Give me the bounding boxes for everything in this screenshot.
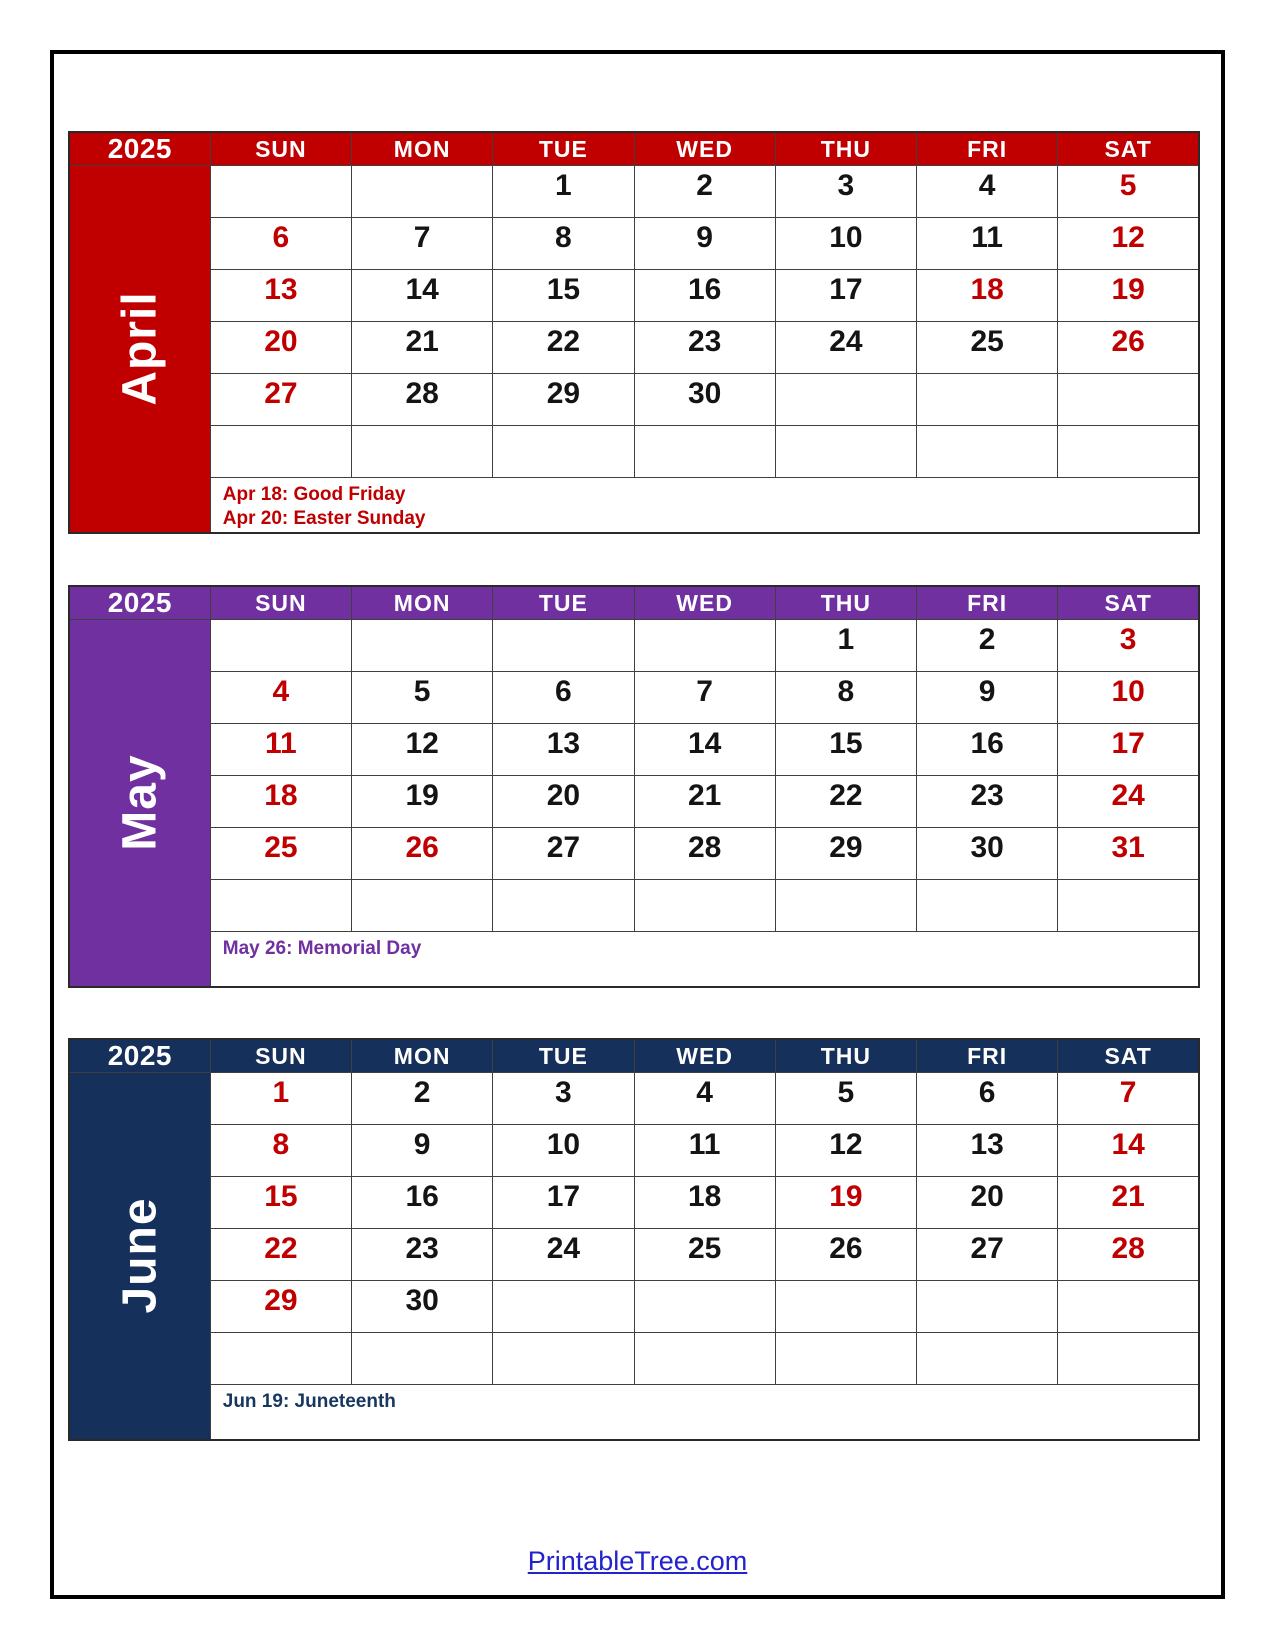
june-header-row xyxy=(69,1039,1199,1073)
day-cell-31: 31 xyxy=(1058,828,1199,880)
day-cell-20: 20 xyxy=(917,1177,1058,1229)
day-header-sat: SAT xyxy=(1058,586,1199,620)
day-header-thu: THU xyxy=(775,1039,916,1073)
empty-day-cell xyxy=(352,1333,493,1385)
may-week-row xyxy=(69,880,1199,932)
day-cell-18: 18 xyxy=(917,270,1058,322)
day-cell-16: 16 xyxy=(352,1177,493,1229)
day-cell-29: 29 xyxy=(775,828,916,880)
day-cell-5: 5 xyxy=(775,1073,916,1125)
holiday-notes xyxy=(210,1385,1199,1440)
empty-day-cell xyxy=(493,1281,634,1333)
day-cell-8: 8 xyxy=(210,1125,351,1177)
empty-day-cell xyxy=(210,166,351,218)
day-cell-5: 5 xyxy=(1058,166,1199,218)
empty-day-cell xyxy=(210,426,351,478)
empty-day-cell xyxy=(917,1333,1058,1385)
day-cell-7: 7 xyxy=(1058,1073,1199,1125)
empty-day-cell xyxy=(775,1333,916,1385)
april-week-row xyxy=(69,166,1199,218)
day-cell-3: 3 xyxy=(1058,620,1199,672)
day-header-thu: THU xyxy=(775,586,916,620)
may-calendar-table xyxy=(68,585,1200,988)
month-april xyxy=(68,131,1200,534)
day-cell-23: 23 xyxy=(917,776,1058,828)
day-cell-12: 12 xyxy=(775,1125,916,1177)
day-cell-22: 22 xyxy=(775,776,916,828)
day-cell-4: 4 xyxy=(210,672,351,724)
day-cell-21: 21 xyxy=(1058,1177,1199,1229)
june-week-row xyxy=(69,1333,1199,1385)
day-cell-21: 21 xyxy=(352,322,493,374)
day-cell-6: 6 xyxy=(493,672,634,724)
day-cell-2: 2 xyxy=(352,1073,493,1125)
day-cell-7: 7 xyxy=(352,218,493,270)
empty-day-cell xyxy=(1058,880,1199,932)
empty-day-cell xyxy=(917,1281,1058,1333)
empty-day-cell xyxy=(493,880,634,932)
day-cell-26: 26 xyxy=(1058,322,1199,374)
day-cell-25: 25 xyxy=(634,1229,775,1281)
day-cell-25: 25 xyxy=(210,828,351,880)
year-label: 2025 xyxy=(69,132,210,166)
day-cell-23: 23 xyxy=(352,1229,493,1281)
day-cell-3: 3 xyxy=(493,1073,634,1125)
day-header-tue: TUE xyxy=(493,132,634,166)
june-week-row xyxy=(69,1125,1199,1177)
day-header-sun: SUN xyxy=(210,586,351,620)
june-calendar-table xyxy=(68,1038,1200,1441)
june-week-row xyxy=(69,1073,1199,1125)
april-week-row xyxy=(69,426,1199,478)
day-header-sun: SUN xyxy=(210,1039,351,1073)
day-cell-26: 26 xyxy=(775,1229,916,1281)
may-week-row xyxy=(69,828,1199,880)
empty-day-cell xyxy=(634,426,775,478)
day-cell-17: 17 xyxy=(775,270,916,322)
day-cell-27: 27 xyxy=(917,1229,1058,1281)
day-cell-24: 24 xyxy=(493,1229,634,1281)
day-cell-28: 28 xyxy=(634,828,775,880)
day-cell-10: 10 xyxy=(1058,672,1199,724)
day-header-mon: MON xyxy=(352,1039,493,1073)
empty-day-cell xyxy=(775,374,916,426)
day-cell-20: 20 xyxy=(493,776,634,828)
day-cell-15: 15 xyxy=(493,270,634,322)
day-cell-2: 2 xyxy=(634,166,775,218)
empty-day-cell xyxy=(775,426,916,478)
day-cell-12: 12 xyxy=(1058,218,1199,270)
day-header-sat: SAT xyxy=(1058,132,1199,166)
day-cell-28: 28 xyxy=(352,374,493,426)
day-cell-7: 7 xyxy=(634,672,775,724)
empty-day-cell xyxy=(210,1333,351,1385)
day-cell-14: 14 xyxy=(1058,1125,1199,1177)
day-cell-23: 23 xyxy=(634,322,775,374)
day-cell-11: 11 xyxy=(634,1125,775,1177)
day-cell-27: 27 xyxy=(210,374,351,426)
month-may xyxy=(68,585,1200,988)
may-week-row xyxy=(69,672,1199,724)
day-header-thu: THU xyxy=(775,132,916,166)
day-cell-24: 24 xyxy=(1058,776,1199,828)
day-cell-27: 27 xyxy=(493,828,634,880)
april-week-row xyxy=(69,270,1199,322)
empty-day-cell xyxy=(634,1333,775,1385)
day-cell-9: 9 xyxy=(634,218,775,270)
day-cell-15: 15 xyxy=(775,724,916,776)
day-cell-25: 25 xyxy=(917,322,1058,374)
june-footer-row xyxy=(69,1385,1199,1440)
empty-day-cell xyxy=(210,880,351,932)
day-cell-14: 14 xyxy=(352,270,493,322)
day-cell-8: 8 xyxy=(493,218,634,270)
day-cell-11: 11 xyxy=(210,724,351,776)
day-cell-29: 29 xyxy=(493,374,634,426)
day-header-tue: TUE xyxy=(493,586,634,620)
empty-day-cell xyxy=(917,880,1058,932)
month-sidebar xyxy=(69,166,210,533)
day-cell-28: 28 xyxy=(1058,1229,1199,1281)
empty-day-cell xyxy=(493,1333,634,1385)
empty-day-cell xyxy=(775,1281,916,1333)
day-header-tue: TUE xyxy=(493,1039,634,1073)
day-cell-22: 22 xyxy=(210,1229,351,1281)
day-cell-21: 21 xyxy=(634,776,775,828)
empty-day-cell xyxy=(493,426,634,478)
may-week-row xyxy=(69,776,1199,828)
day-cell-30: 30 xyxy=(352,1281,493,1333)
day-cell-16: 16 xyxy=(917,724,1058,776)
april-week-row xyxy=(69,374,1199,426)
day-cell-24: 24 xyxy=(775,322,916,374)
month-name-label: May xyxy=(113,754,167,851)
empty-day-cell xyxy=(775,880,916,932)
empty-day-cell xyxy=(634,620,775,672)
day-cell-26: 26 xyxy=(352,828,493,880)
day-cell-19: 19 xyxy=(775,1177,916,1229)
day-cell-10: 10 xyxy=(775,218,916,270)
day-cell-9: 9 xyxy=(352,1125,493,1177)
site-link[interactable]: PrintableTree.com xyxy=(527,1546,748,1576)
day-header-sat: SAT xyxy=(1058,1039,1199,1073)
day-cell-17: 17 xyxy=(1058,724,1199,776)
day-cell-6: 6 xyxy=(210,218,351,270)
holiday-note: Apr 20: Easter Sunday xyxy=(222,507,426,529)
day-cell-19: 19 xyxy=(1058,270,1199,322)
empty-day-cell xyxy=(634,880,775,932)
day-cell-19: 19 xyxy=(352,776,493,828)
empty-day-cell xyxy=(917,374,1058,426)
day-header-fri: FRI xyxy=(917,132,1058,166)
empty-day-cell xyxy=(1058,1333,1199,1385)
day-cell-4: 4 xyxy=(917,166,1058,218)
day-cell-1: 1 xyxy=(775,620,916,672)
holiday-note: Jun 19: Juneteenth xyxy=(222,1391,396,1412)
day-cell-8: 8 xyxy=(775,672,916,724)
day-cell-30: 30 xyxy=(634,374,775,426)
june-week-row xyxy=(69,1229,1199,1281)
day-cell-1: 1 xyxy=(493,166,634,218)
april-week-row xyxy=(69,322,1199,374)
day-cell-2: 2 xyxy=(917,620,1058,672)
june-week-row xyxy=(69,1281,1199,1333)
day-cell-29: 29 xyxy=(210,1281,351,1333)
day-header-mon: MON xyxy=(352,132,493,166)
day-cell-14: 14 xyxy=(634,724,775,776)
day-header-sun: SUN xyxy=(210,132,351,166)
april-week-row xyxy=(69,218,1199,270)
empty-day-cell xyxy=(210,620,351,672)
day-cell-13: 13 xyxy=(210,270,351,322)
day-cell-16: 16 xyxy=(634,270,775,322)
day-cell-13: 13 xyxy=(493,724,634,776)
empty-day-cell xyxy=(1058,374,1199,426)
day-cell-3: 3 xyxy=(775,166,916,218)
empty-day-cell xyxy=(352,426,493,478)
empty-day-cell xyxy=(1058,1281,1199,1333)
day-header-mon: MON xyxy=(352,586,493,620)
day-cell-15: 15 xyxy=(210,1177,351,1229)
empty-day-cell xyxy=(352,620,493,672)
day-cell-5: 5 xyxy=(352,672,493,724)
day-cell-18: 18 xyxy=(634,1177,775,1229)
year-label: 2025 xyxy=(69,586,210,620)
month-name-label: June xyxy=(113,1197,167,1314)
june-week-row xyxy=(69,1177,1199,1229)
april-footer-row xyxy=(69,478,1199,533)
april-header-row xyxy=(69,132,1199,166)
day-cell-17: 17 xyxy=(493,1177,634,1229)
empty-day-cell xyxy=(352,880,493,932)
month-june xyxy=(68,1038,1200,1441)
day-cell-6: 6 xyxy=(917,1073,1058,1125)
may-header-row xyxy=(69,586,1199,620)
day-cell-11: 11 xyxy=(917,218,1058,270)
april-calendar-table xyxy=(68,131,1200,534)
day-cell-1: 1 xyxy=(210,1073,351,1125)
empty-day-cell xyxy=(352,166,493,218)
day-header-wed: WED xyxy=(634,1039,775,1073)
day-cell-13: 13 xyxy=(917,1125,1058,1177)
empty-day-cell xyxy=(1058,426,1199,478)
may-week-row xyxy=(69,724,1199,776)
holiday-notes xyxy=(210,478,1199,533)
may-footer-row xyxy=(69,932,1199,987)
empty-day-cell xyxy=(493,620,634,672)
day-cell-30: 30 xyxy=(917,828,1058,880)
holiday-notes xyxy=(210,932,1199,987)
day-header-fri: FRI xyxy=(917,586,1058,620)
day-header-fri: FRI xyxy=(917,1039,1058,1073)
month-sidebar xyxy=(69,620,210,987)
holiday-note: Apr 18: Good Friday xyxy=(222,484,406,505)
day-cell-9: 9 xyxy=(917,672,1058,724)
day-cell-10: 10 xyxy=(493,1125,634,1177)
month-name-label: April xyxy=(113,291,167,406)
day-cell-22: 22 xyxy=(493,322,634,374)
empty-day-cell xyxy=(634,1281,775,1333)
day-cell-12: 12 xyxy=(352,724,493,776)
year-label: 2025 xyxy=(69,1039,210,1073)
may-week-row xyxy=(69,620,1199,672)
empty-day-cell xyxy=(917,426,1058,478)
day-header-wed: WED xyxy=(634,586,775,620)
month-sidebar xyxy=(69,1073,210,1440)
holiday-note: May 26: Memorial Day xyxy=(222,938,422,959)
day-header-wed: WED xyxy=(634,132,775,166)
day-cell-4: 4 xyxy=(634,1073,775,1125)
day-cell-20: 20 xyxy=(210,322,351,374)
day-cell-18: 18 xyxy=(210,776,351,828)
